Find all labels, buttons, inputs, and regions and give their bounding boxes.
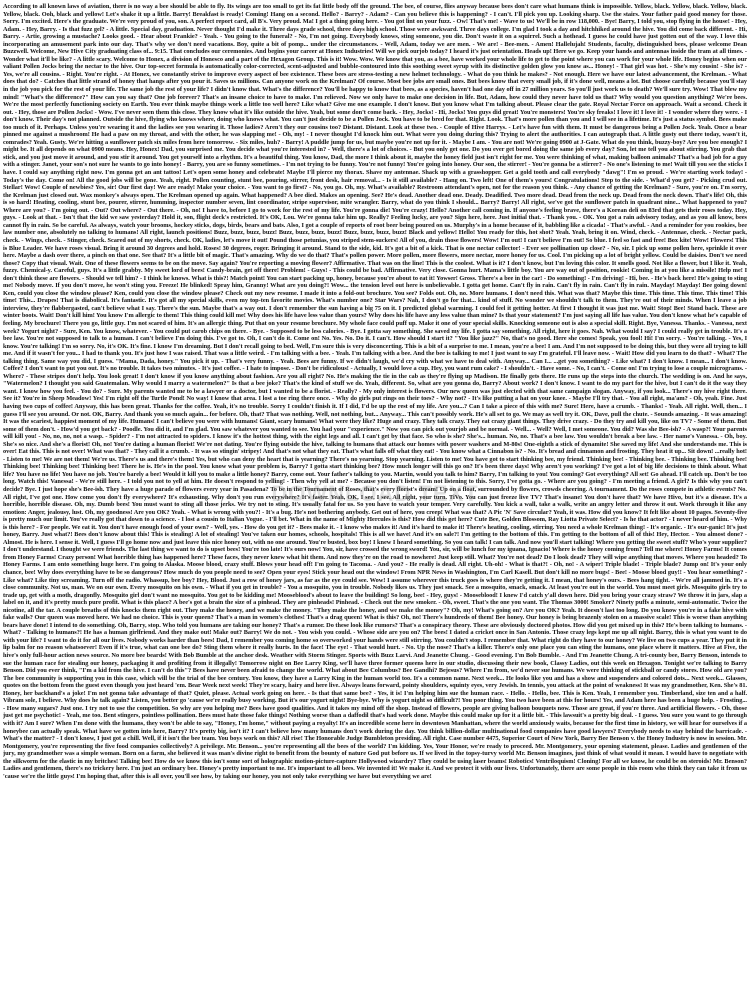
watermark-text: DOWNLOAD TEXT (271, 481, 479, 506)
bee-movie-script-text (3, 3, 747, 997)
script-paragraph: According to all known laws of aviation, there is no way a bee should be able to fly. Its wings are too small to get its fat little body off the ground. The bee, of course, flies anyway because bees don't care what humans think is impossible. Yellow, black. Yellow, black. Yellow, black. Yellow, black. Ooh, black and yellow! Let's shake it up a little. Barry! Breakfast is ready! Coming! Hang on a second. Hello? - Barry? - Adam? - Can you believe this is happening? - I can't. I'll pick you up. Looking sharp. Use the stairs. Your father paid good money for those. Sorry. I'm excited. Here's the graduate. We're very proud of you, son. A perfect report card, all B's. Very proud. Ma! I got a thing going here. - You got lint on your fuzz. - Ow! That's me! - Wave to us! We'll be in row 118,000. - Bye! Barry, I told you, stop flying in the house! - Hey, Adam. - Hey, Barry. - Is that fuzz gel? - A little. Special day, graduation. Never thought I'd make it. Three days grade school, three days high school. Those were awkward. Three days college. I'm glad I took a day and hitchhiked around the hive. You did come back different. - Hi, Barry. - Artie, growing a mustache? Looks good. - Hear about Frankie? - Yeah. - You going to the funeral? - No, I'm not going. Everybody knows, sting someone, you die. Don't waste it on a squirrel. Such a hothead. I guess he could have just gotten out of the way. I love this incorporating an amusement park into our day. That's why we don't need vacations. Boy, quite a bit of pomp... under the circumstances. - Well, Adam, today we are men. - We are! - Bee-men. - Amen! Hallelujah! Students, faculty, distinguished bees, please welcome Dean Buzzwell. Welcome, New Hive City graduating class of... 9:15. That concludes our ceremonies. And begins your career at Honex Industries! Will we pick ourjob today? I heard it's just orientation. Heads up! Here we go. Keep your hands and antennas inside the tram at all times. - Wonder what it'll be like? - A little scary. Welcome to Honex, a division of Honesco and a part of the Hexagon Group. This is it! Wow. Wow. We know that you, as a bee, have worked your whole life to get to the point where you can work for your whole life. Honey begins when our valiant Pollen Jocks bring the nectar to the hive. Our top-secret formula is automatically color-corrected, scent-adjusted and bubble-contoured into this soothing sweet syrup with its distinctive golden glow you know as... Honey! - That girl was hot. - She's my cousin! - She is? - Yes, we're all cousins. - Right. You're right. - At Honex, we constantly strive to improve every aspect of bee existence. These bees are stress-testing a new helmet technology. - What do you think he makes? - Not enough. Here we have our latest advancement, the Krelman. - What does that do? - Catches that little strand of honey that hangs after you pour it. Saves us millions. Can anyone work on the Krelman? Of course. Most bee jobs are small ones. But bees know that every small job, if it's done well, means a lot. But choose carefully because you'll stay in the job you pick for the rest of your life. The same job the rest of your life? I didn't know that. What's the difference? You'll be happy to know that bees, as a species, haven't had one day off in 27 million years. So you'll just work us to death? We'll sure try. Wow! That blew my mind! "What's the difference?" How can you say that? One job forever? That's an insane choice to have to make. I'm relieved. Now we only have to make one decision in life. But, Adam, how could they never have told us that? Why would you question anything? We're bees. We're the most perfectly functioning society on Earth. You ever think maybe things work a little too well here? Like what? Give me one example. I don't know. But you know what I'm talking about. Please clear the gate. Royal Nectar Force on approach. Wait a second. Check it out. - Hey, those are Pollen Jocks! - Wow. I've never seen them this close. They know what it's like outside the hive. Yeah, but some don't come back. - Hey, Jocks! - Hi, Jocks! You guys did great! You're monsters! You're sky freaks! I love it! I love it! - I wonder where they were. - I don't know. Their day's not planned. Outside the hive, flying who knows where, doing who knows what. You can't just decide to be a Pollen Jock. You have to be bred for that. Right. Look. That's more pollen than you and I will see in a lifetime. It's just a status symbol. Bees make too much of it. Perhaps. Unless you're wearing it and the ladies see you wearing it. Those ladies? Aren't they our cousins too? Distant. Distant. Look at these two. - Couple of Hive Harrys. - Let's have fun with them. It must be dangerous being a Pollen Jock. Yeah. Once a bear pinned me against a mushroom! He had a paw on my throat, and with the other, he was slapping me! - Oh, my! - I never thought I'd knock him out. What were you doing during this? Trying to alert the authorities. I can autograph that. A little gusty out there today, wasn't it, comrades? Yeah. Gusty. We're hitting a sunflower patch six miles from here tomorrow. - Six miles, huh? - Barry! A puddle jump for us, but maybe you're not up for it. - Maybe I am. - You are not! We're going 0900 at J-Gate. What do you think, buzzy-boy? Are you bee enough? I might be. It all depends on what 0900 means. Hey, Honex! Dad, you surprised me. You decide what you're interested in? - Well, there's a lot of choices. - But you only get one. Do you ever get bored doing the same job every day? Son, let me tell you about stirring. You grab that stick, and you just move it around, and you stir it around. You get yourself into a rhythm. It's a beautiful thing. You know, Dad, the more I think about it, maybe the honey field just isn't right for me. You were thinking of what, making balloon animals? That's a bad job for a guy with a stinger. Janet, your son's not sure he wants to go into honey! - Barry, you are so funny sometimes. - I'm not trying to be funny. You're not funny! You're going into honey. Our son, the stirrer! - You're gonna be a stirrer? - No one's listening to me! Wait till you see the sticks I have. I could say anything right now. I'm gonna get an ant tattoo! Let's open some honey and celebrate! Maybe I'll pierce my thorax. Shave my antennae. Shack up with a grasshopper. Get a gold tooth and call everybody "dawg"! I'm so proud. - We're starting work today! - Today's the day. Come on! All the good jobs will be gone. Yeah, right. Pollen counting, stunt bee, pouring, stirrer, front desk, hair removal... - Is it still available? - Hang on. Two left! One of them's yours! Congratulations! Step to the side. - What'd you get? - Picking crud out. Stellar! Wow! Couple of newbies? Yes, sir! Our first day! We are ready! Make your choice. - You want to go first? - No, you go. Oh, my. What's available? Restroom attendant's open, not for the reason you think. - Any chance of getting the Krelman? - Sure, you're on. I'm sorry, the Krelman just closed out. Wax monkey's always open. The Krelman opened up again. What happened? A bee died. Makes an opening. See? He's dead. Another dead one. Deady. Deadified. Two more dead. Dead from the neck up. Dead from the neck down. That's life! Oh, this is so hard! Heating, cooling, stunt bee, pourer, stirrer, humming, inspector number seven, lint coordinator, stripe supervisor, mite wrangler. Barry, what do you think I should... Barry? Barry! All right, we've got the sunflower patch in quadrant nine... What happened to you? Where are you? - I'm going out. - Out? Out where? - Out there. - Oh, no! I have to, before I go to work for the rest of my life. You're gonna die! You're crazy! Hello? Another call coming in. If anyone's feeling brave, there's a Korean deli on 83rd that gets their roses today. Hey, guys. - Look at that. - Isn't that the kid we saw yesterday? Hold it, son, flight deck's restricted. It's OK, Lou. We're gonna take him up. Really? Feeling lucky, are you? Sign here, here. Just initial that. - Thank you. - OK. You got a rain advisory today, and as you all know, bees cannot fly in rain. So be careful. As always, watch your brooms, hockey sticks, dogs, birds, bears and bats. Also, I got a couple of reports of root beer being poured on us. Murphy's in a home because of it, babbling like a cicada! - That's awful. - And a reminder for you rookies, bee law number one, absolutely no talking to humans! All right, launch positions! Buzz, buzz, buzz, buzz! Buzz, buzz, buzz, buzz! Buzz, buzz, buzz, buzz! Black and yellow! Hello! You ready for this, hot shot? Yeah. Yeah, bring it on. Wind, check. - Antennae, check. - Nectar pack, check. - Wings, check. - Stinger, check. Scared out of my shorts, check. OK, ladies, let's move it out! Pound those petunias, you striped stem-suckers! All of you, drain those flowers! Wow! I'm out! I can't believe I'm out! So blue. I feel so fast and free! Box kite! Wow! Flowers! This is Blue Leader. We have roses visual. Bring it around 30 degrees and hold. Roses! 30 degrees, roger. Bringing it around. Stand to the side, kid. It's got a bit of a kick. That is one nectar collector! - Ever see pollination up close? - No, sir. I pick up some pollen here, sprinkle it over here. Maybe a dash over there, a pinch on that one. See that? It's a little bit of magic. That's amazing. Why do we do that? That's pollen power. More pollen, more flowers, more nectar, more honey for us. Cool. I'm picking up a lot of bright yellow. Could be daisies. Don't we need those? Copy that visual. Wait. One of these flowers seems to be on the move. Say again? You're reporting a moving flower? Affirmative. That was on the line! This is the coolest. What is it? I don't know, but I'm loving this color. It smells good. Not like a flower, but I like it. Yeah, fuzzy. Chemical-y. Careful, guys. It's a little grabby. My sweet lord of bees! Candy-brain, get off there! Problem! - Guys! - This could be bad. Affirmative. Very close. Gonna hurt. Mama's little boy. You are way out of position, rookie! Coming in at you like a missile! Help me! I don't think these are flowers. - Should we tell him? - I think he knows. What is this?! Match point! You can start packing up, honey, because you're about to eat it! Yowser! Gross. There's a bee in the car! - Do something! - I'm driving! - Hi, bee. - He's back here! He's going to sting me! Nobody move. If you don't move, he won't sting you. Freeze! He blinked! Spray him, Granny! What are you doing?! Wow... the tension level out here is unbelievable. I gotta get home. Can't fly in rain. Can't fly in rain. Can't fly in rain. Mayday! Mayday! Bee going down! Ken, could you close the window please? Ken, could you close the window please? Check out my new resume. I made it into a fold-out brochure. You see? Folds out. Oh, no. More humans. I don't need this. What was that? Maybe this time. This time. This time. This time! This time! This... Drapes! That is diabolical. It's fantastic. It's got all my special skills, even my top-ten favorite movies. What's number one? Star Wars? Nah, I don't go for that... kind of stuff. No wonder we shouldn't talk to them. They're out of their minds. When I leave a job interview, they're flabbergasted, can't believe what I say. There's the sun. Maybe that's a way out. I don't remember the sun having a big 75 on it. I predicted global warming. I could feel it getting hotter. At first I thought it was just me. Wait! Stop! Bee! Stand back. These are winter boots. Wait! Don't kill him! You know I'm allergic to them! This thing could kill me! Why does his life have less value than yours? Why does his life have any less value than mine? Is that your statement? I'm just saying all life has value. You don't know what he's capable of feeling. My brochure! There you go, little guy. I'm not scared of him. It's an allergic thing. Put that on your resume brochure. My whole face could puff up. Make it one of your special skills. Knocking someone out is also a special skill. Right. Bye, Vanessa. Thanks. - Vanessa, next week? Yogurt night? - Sure, Ken. You know, whatever. - You could put carob chips on there. - Bye. - Supposed to be less calories. - Bye. I gotta say something. She saved my life. I gotta say something. All right, here it goes. Nah. What would I say? I could really get in trouble. It's a bee law. You're not supposed to talk to a human. I can't believe I'm doing this. I've got to. Oh, I can't do it. Come on! No. Yes. No. Do it. I can't. How should I start it? "You like jazz?" No, that's no good. Here she comes! Speak, you fool! Hi! I'm sorry. - You're talking. - Yes, I know. You're talking! I'm so sorry. No, it's OK. It's fine. I know I'm dreaming. But I don't recall going to bed. Well, I'm sure this is very disconcerting. This is a bit of a surprise to me. I mean, you're a bee! I am. And I'm not supposed to be doing this, but they were all trying to kill me. And if it wasn't for you... I had to thank you. It's just how I was raised. That was a little weird. - I'm talking with a bee. - Yeah. I'm talking with a bee. And the bee is talking to me! I just want to say I'm grateful. I'll leave now. - Wait! How did you learn to do that? - What? The talking thing. Same way you did, I guess. "Mama, Dada, honey." You pick it up. - That's very funny. - Yeah. Bees are funny. If we didn't laugh, we'd cry with what we have to deal with. Anyway... Can I... ...get you something? - Like what? I don't know. I mean... I don't know. Coffee? I don't want to put you out. It's no trouble. It takes two minutes. - It's just coffee. - I hate to impose. - Don't be ridiculous! - Actually, I would love a cup. Hey, you want rum cake? - I shouldn't. - Have some. - No, I can't. - Come on! I'm trying to lose a couple micrograms. - Where? - These stripes don't help. You look great! I don't know if you know anything about fashion. Are you all right? No. He's making the tie in the cab as they're flying up Madison. He finally gets there. He runs up the steps into the church. The wedding is on. And he says, "Watermelon? I thought you said Guatemalan. Why would I marry a watermelon?" Is that a bee joke? That's the kind of stuff we do. Yeah, different. So, what are you gonna do, Barry? About work? I don't know. I want to do my part for the hive, but I can't do it the way they want. I know how you feel. - You do? - Sure. My parents wanted me to be a lawyer or a doctor, but I wanted to be a florist. - Really? - My only interest is flowers. Our new queen was just elected with that same campaign slogan. Anyway, if you look... There's my hive right there. See it? You're in Sheep Meadow! Yes! I'm right off the Turtle Pond! No way! I know that area. I lost a toe ring there once. - Why do girls put rings on their toes? - Why not? - It's like putting a hat on your knee. - Maybe I'll try that. - You all right, ma'am? - Oh, yeah. Fine. Just having two cups of coffee! Anyway, this has been great. Thanks for the coffee. Yeah, it's no trouble. Sorry I couldn't finish it. If I did, I'd be up the rest of my life. Are you...? Can I take a piece of this with me? Sure! Here, have a crumb. - Thanks! - Yeah. All right. Well, then... I guess I'll see you around. Or not. OK, Barry. And thank you so much again... for before. Oh, that? That was nothing. Well, not nothing, but... Anyway... This can't possibly work. He's all set to go. We may as well try it. OK, Dave, pull the chute. - Sounds amazing. - It was amazing! It was the scariest, happiest moment of my life. Humans! I can't believe you were with humans! Giant, scary humans! What were they like? Huge and crazy. They talk crazy. They eat crazy giant things. They drive crazy. - Do they try and kill you, like on TV? - Some of them. But some of them don't. - How'd you get back? - Poodle. You did it, and I'm glad. You saw whatever you wanted to see. You had your "experience." Now you can pick out yourjob and be normal. - Well... - Well? Well, I met someone. You did? Was she Bee-ish? - A wasp?! Your parents will kill you! - No, no, no, not a wasp. - Spider? - I'm not attracted to spiders. I know it's the hottest thing, with the eight legs and all. I can't get by that face. So who is she? She's... human. No, no. That's a bee law. You wouldn't break a bee law. - Her name's Vanessa. - Oh, boy. She's so nice. And she's a florist! Oh, no! You're dating a human florist! We're not dating. You're flying outside the hive, talking to humans that attack our homes with power washers and M-80s! One-eighth a stick of dynamite! She saved my life! And she understands me. This is over! Eat this. This is not over! What was that? - They call it a crumb. - It was so stingin' stripey! And that's not what they eat. That's what falls off what they eat! - You know what a Cinnabon is? - No. It's bread and cinnamon and frosting. They heat it up... Sit down! ...really hot! - Listen to me! We are not them! We're us. There's us and there's them! Yes, but who can deny the heart that is yearning? There's no yearning. Stop yearning. Listen to me! You have got to start thinking bee, my friend. Thinking bee! - Thinking bee. - Thinking bee. Thinking bee! Thinking bee! Thinking bee! Thinking bee! There he is. He's in the pool. You know what your problem is, Barry? I gotta start thinking bee? How much longer will this go on? It's been three days! Why aren't you working? I've got a lot of big life decisions to think about. What life? You have no life! You have no job. You're barely a bee! Would it kill you to make a little honey? Barry, come out. Your father's talking to you. Martin, would you talk to him? Barry, I'm talking to you! You coming? Got everything? All set! Go ahead. I'll catch up. Don't be too long. Watch this! Vanessa! - We're still here. - I told you not to yell at him. He doesn't respond to yelling! - Then why yell at me? - Because you don't listen! I'm not listening to this. Sorry, I've gotta go. - Where are you going? - I'm meeting a friend. A girl? Is this why you can't decide? Bye. I just hope she's Bee-ish. They have a huge parade of flowers every year in Pasadena? To be in the Tournament of Roses, that's every florist's dream! Up on a float, surrounded by flowers, crowds cheering. A tournament. Do the roses compete in athletic events? No. All right, I've got one. How come you don't fly everywhere? It's exhausting. Why don't you run everywhere? It's faster. Yeah, OK, I see, I see. All right, your turn. TiVo. You can just freeze live TV? That's insane! You don't have that? We have Hivo, but it's a disease. It's a horrible, horrible disease. Oh, my. Dumb bees! You must want to sting all those jerks. We try not to sting. It's usually fatal for us. So you have to watch your temper. Very carefully. You kick a wall, take a walk, write an angry letter and throw it out. Work through it like any emotion: Anger, jealousy, lust. Oh, my goodness! Are you OK? Yeah. - What is wrong with you?! - It's a bug. He's not bothering anybody. Get out of here, you creep! What was that? A Pic 'N' Save circular? Yeah, it was. How did you know? It felt like about 10 pages. Seventy-five is pretty much our limit. You've really got that down to a science. - I lost a cousin to Italian Vogue. - I'll bet. What in the name of Mighty Hercules is this? How did this get here? Cute Bee, Golden Blossom, Ray Liotta Private Select? - Is he that actor? - I never heard of him. - Why is this here? - For people. We eat it. You don't have enough food of your own? - Well, yes. - How do you get it? - Bees make it. - I know who makes it! And it's hard to make it! There's heating, cooling, stirring. You need a whole Krelman thing! - It's organic. - It's our-ganic! It's just honey, Barry. Just what?! Bees don't know about this! This is stealing! A lot of stealing! You've taken our homes, schools, hospitals! This is all we have! And it's on sale?! I'm getting to the bottom of this. I'm getting to the bottom of all of this! Hey, Hector. - You almost done? - Almost. He is here. I sense it. Well, I guess I'll go home now and just leave this nice honey out, with no one around. You're busted, box boy! I knew I heard something. So you can talk! I can talk. And now you'll start talking! Where you getting the sweet stuff? Who's your supplier? I don't understand. I thought we were friends. The last thing we want to do is upset bees! You're too late! It's ours now! You, sir, have crossed the wrong sword! You, sir, will be lunch for my iguana, Ignacio! Where is the honey coming from? Tell me where! Honey Farms! It comes from Honey Farms! Crazy person! What horrible thing has happened here? These faces, they never knew what hit them. And now they're on the road to nowhere! Just keep still. What? You're not dead? Do I look dead? They will wipe anything that moves. Where you headed? To Honey Farms. I am onto something huge here. I'm going to Alaska. Moose blood, crazy stuff. Blows your head off! I'm going to Tacoma. - And you? - He really is dead. All right. Uh-oh! - What is that?! - Oh, no! - A wiper! Triple blade! - Triple blade? Jump on! It's your only chance, bee! Why does everything have to be so dangerous? How much do you people need to see? Open your eyes! Stick your head out the window! From NPR News in Washington, I'm Carl Kasell. But don't kill no more bugs! - Bee! - Moose blood guy!! - You hear something? - Like what? Like tiny screaming. Turn off the radio. Whassup, bee boy? Hey, Blood. Just a row of honey jars, as far as the eye could see. Wow! I assume wherever this truck goes is where they're getting it. I mean, that honey's ours. - Bees hang tight. - We're all jammed in. It's a close community. Not us, man. We on our own. Every mosquito on his own. - What if you get in trouble? - You a mosquito, you in trouble. Nobody likes us. They just smack. See a mosquito, smack, smack. At least you're out in the world. You must meet girls. Mosquito girls try to trade up, get with a moth, dragonfly. Mosquito girl don't want no mosquito. You got to be kidding me! Mooseblood's about to leave the building! So long, bee! - Hey, guys! - Mooseblood! I knew I'd catch y'all down here. Did you bring your crazy straw? We throw it in jars, slap a label on it, and it's pretty much pure profit. What is this place? A bee's got a brain the size of a pinhead. They are pinheads! Pinhead. - Check out the new smoker. - Oh, sweet. That's the one you want. The Thomas 3000! Smoker? Ninety puffs a minute, semi-automatic. Twice the nicotine, all the tar. A couple breaths of this knocks them right out. They make the honey, and we make the money. "They make the honey, and we make the money"? Oh, my! What's going on? Are you OK? Yeah. It doesn't last too long. Do you know you're in a fake hive with fake walls? Our queen was moved here. We had no choice. This is your queen? That's a man in women's clothes! That's a drag queen! What is this? Oh, no! There's hundreds of them! Bee honey. Our honey is being brazenly stolen on a massive scale! This is worse than anything bears have done! I intend to do something. Oh, Barry, stop. Who told you humans are taking our honey? That's a rumor. Do these look like rumors? That's a conspiracy theory. These are obviously doctored photos. How did you get mixed up in this? He's been talking to humans. - What? - Talking to humans?! He has a human girlfriend. And they make out! Make out? Barry! We do not. - You wish you could. - Whose side are you on? The bees! I dated a cricket once in San Antonio. Those crazy legs kept me up all night. Barry, this is what you want to do with your life? I want to do it for all our lives. Nobody works harder than bees! Dad, I remember you coming home so overworked your hands were still stirring. You couldn't stop. I remember that. What right do they have to our honey? We live on two cups a year. They put it in lip balm for no reason whatsoever! Even if it's true, what can one bee do? Sting them where it really hurts. In the face! The eye! - That would hurt. - No. Up the nose? That's a killer. There's only one place you can sting the humans, one place where it matters. Hive at Five, the hive's only full-hour action news source. No more bee beards! With Bob Bumble at the anchor desk. Weather with Storm Stinger. Sports with Buzz Larvi. And Jeanette Chung. - Good evening. I'm Bob Bumble. - And I'm Jeanette Chung. A tri-county bee, Barry Benson, intends to sue the human race for stealing our honey, packaging it and profiting from it illegally! Tomorrow night on Bee Larry King, we'll have three former queens here in our studio, discussing their new book, Classy Ladies, out this week on Hexagon. Tonight we're talking to Barry Benson. Did you ever think, "I'm a kid from the hive. I can't do this"? Bees have never been afraid to change the world. What about Bee Columbus? Bee Gandhi? Bejesus? Where I'm from, we'd never sue humans. We were thinking of stickball or candy stores. How old are you? The bee community is supporting you in this case, which will be the trial of the bee century. You know, they have a Larry King in the human world too. It's a common name. Next week... He looks like you and has a show and suspenders and colored dots... Next week... Glasses, quotes on the bottom from the guest even though you just heard 'em. Bear Week next week! They're scary, hairy and here live. Always leans forward, pointy shoulders, squinty eyes, very Jewish. In tennis, you attack at the point of weakness! It was my grandmother, Ken. She's 81. Honey, her backhand's a joke! I'm not gonna take advantage of that? Quiet, please. Actual work going on here. - Is that that same bee? - Yes, it is! I'm helping him sue the human race. - Hello. - Hello, bee. This is Ken. Yeah, I remember you. Timberland, size ten and a half. Vibram sole, I believe. Why does he talk again? Listen, you better go 'cause we're really busy working. But it's our yogurt night! Bye-bye. Why is yogurt night so difficult?! You poor thing. You two have been at this for hours! Yes, and Adam here has been a huge help. - Frosting... - How many sugars? Just one. I try not to use the competition. So why are you helping me? Bees have good qualities. And it takes my mind off the shop. Instead of flowers, people are giving balloon bouquets now. Those are great, if you're three. And artificial flowers. - Oh, those just get me psychotic! - Yeah, me too. Bent stingers, pointless pollination. Bees must hate those fake things! Nothing worse than a daffodil that's had work done. Maybe this could make up for it a little bit. - This lawsuit's a pretty big deal. - I guess. You sure you want to go through with it? Am I sure? When I'm done with the humans, they won't be able to say, "Honey, I'm home," without paying a royalty! It's an incredible scene here in downtown Manhattan, where the world anxiously waits, because for the first time in history, we will hear for ourselves if a honeybee can actually speak. What have we gotten into here, Barry? It's pretty big, isn't it? I can't believe how many humans don't work during the day. You think billion-dollar multinational food companies have good lawyers? Everybody needs to stay behind the barricade. - What's the matter? - I don't know, I just got a chill. Well, if it isn't the bee team. You boys work on this? All rise! The Honorable Judge Bumbleton presiding. All right. Case number 4475, Superior Court of New York, Barry Bee Benson v. the Honey Industry is now in session. Mr. Montgomery, you're representing the five food companies collectively? A privilege. Mr. Benson... you're representing all the bees of the world? I'm kidding. Yes, Your Honor, we're ready to proceed. Mr. Montgomery, your opening statement, please. Ladies and gentlemen of the jury, my grandmother was a simple woman. Born on a farm, she believed it was man's divine right to benefit from the bounty of nature God put before us. If we lived in the topsy-turvy world Mr. Benson imagines, just think of what would it mean. I would have to negotiate with the silkworm for the elastic in my britches! Talking bee! How do we know this isn't some sort of holographic motion-picture-capture Hollywood wizardry? They could be using laser beams! Robotics! Ventriloquism! Cloning! For all we know, he could be on steroids! Mr. Benson? Ladies and gentlemen, there's no trickery here. I'm just an ordinary bee. Honey's pretty important to me. It's important to all bees. We invented it! We make it. And we protect it with our lives. Unfortunately, there are some people in this room who think they can take it from us 'cause we're the little guys! I'm hoping that, after this is all over, you'll see how, by taking our honey, you not only take everything we have but everything we are! (3, 3, 747, 780)
